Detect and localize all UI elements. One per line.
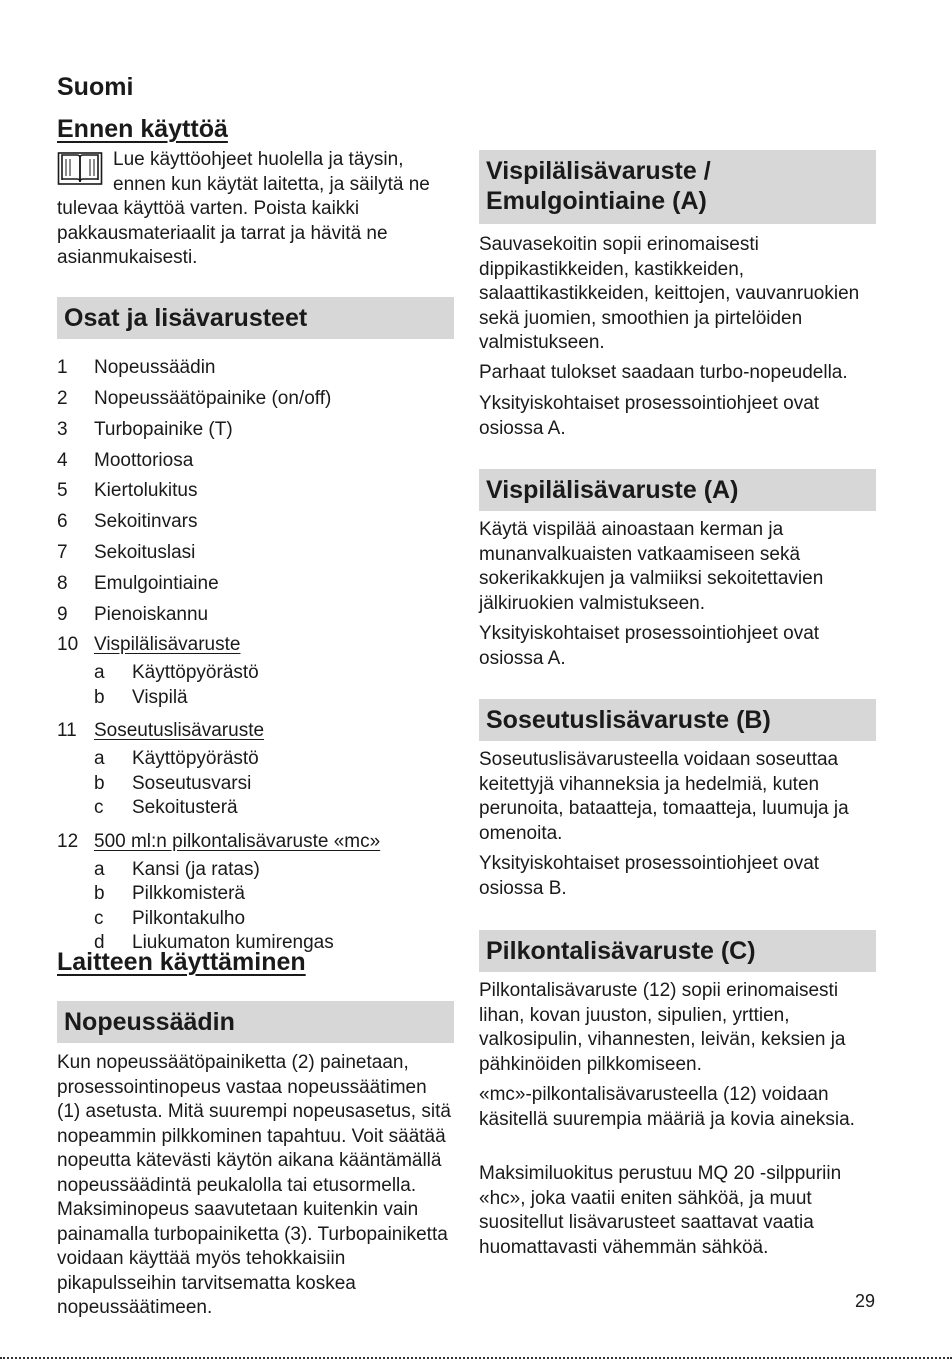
- part-label: Emulgointiaine: [94, 572, 219, 594]
- whisk-emulsifier-heading: Vispilälisävaruste / Emulgointiaine (A): [479, 150, 876, 224]
- subitem-letter: a: [94, 748, 105, 769]
- subitem-letter: a: [94, 662, 105, 684]
- chopper-p1: Pilkontalisävaruste (12) sopii erinomaisesti lihan, kovan juuston, sipulien, yrttien, valkosipulin, vihannesten, leivän, keksien ja pähkinöiden pilkkomiseen.: [479, 980, 846, 1075]
- part-number: 12: [57, 830, 79, 852]
- subitem-letter: c: [94, 797, 104, 819]
- part-label: Pienoiskannu: [94, 603, 209, 625]
- part-number: 11: [57, 720, 77, 742]
- page-number: 29: [855, 1291, 876, 1311]
- parts-list: [57, 353, 454, 962]
- part-item: [57, 353, 454, 384]
- masher-p1: Soseutuslisävarusteella voidaan soseuttaa keitettyjä vihanneksia ja hedelmiä, kuten perunoita, bataatteja, tomaatteja, luumuja ja omenoita.: [479, 749, 849, 844]
- book-icon: [57, 150, 103, 186]
- part-number: 8: [57, 572, 68, 594]
- subitem-label: Pilkontakulho: [132, 907, 246, 929]
- part-item: [57, 569, 454, 600]
- subitem-letter: c: [94, 907, 104, 929]
- part-subitem: [57, 747, 454, 772]
- part-number: 1: [57, 357, 68, 379]
- part-subitem: [57, 907, 454, 932]
- part-subitem: [57, 858, 454, 883]
- subitem-letter: b: [94, 686, 105, 708]
- part-label: Nopeussäädin: [94, 357, 216, 379]
- subitem-label: Käyttöpyörästö: [132, 662, 259, 684]
- subitem-letter: b: [94, 883, 105, 905]
- masher-p2: Yksityiskohtaiset prosessointiohjeet ovat osiossa B.: [479, 853, 820, 899]
- part-number: 4: [57, 449, 68, 471]
- part-label: Soseutuslisävaruste: [94, 720, 265, 742]
- part-label: Sekoitinvars: [94, 511, 198, 533]
- subitem-label: Käyttöpyörästö: [132, 748, 259, 769]
- subitem-label: Liukumaton kumirengas: [132, 932, 334, 954]
- part-item: [57, 716, 454, 747]
- before-use-heading: Ennen käyttöä: [57, 115, 228, 143]
- part-subitem: [57, 686, 454, 711]
- before-use-paragraph: [57, 148, 454, 271]
- part-number: 3: [57, 418, 68, 440]
- subitem-letter: b: [94, 772, 105, 794]
- chopper-p3: Maksimiluokitus perustuu MQ 20 -silppuriin «hc», joka vaatii eniten sähköä, ja muut suositellut lisävarusteet saattavat vaatia huomattavasti vähemmän sähköä.: [479, 1163, 842, 1258]
- part-label: Vispilälisävaruste: [94, 634, 241, 656]
- whisk-emulsifier-p1: Sauvasekoitin sopii erinomaisesti dippikastikkeiden, kastikkeiden, salaattikastikkeiden, keittojen, vauvanruokien sekä juomien, smoothien ja pirtelöiden valmistukseen.: [479, 234, 860, 353]
- whisk-emulsifier-p3: Yksityiskohtaiset prosessointiohjeet ovat osiossa A.: [479, 393, 820, 439]
- part-number: 6: [57, 511, 68, 533]
- part-item: [57, 599, 454, 630]
- part-number: 9: [57, 603, 68, 625]
- speed-heading: Nopeussäädin: [57, 1001, 454, 1043]
- part-label: Turbopainike (T): [94, 418, 233, 440]
- operation-heading: Laitteen käyttäminen: [57, 948, 306, 976]
- part-item: [57, 445, 454, 476]
- part-number: 10: [57, 634, 79, 656]
- part-item: [57, 630, 454, 661]
- subitem-label: Sekoitusterä: [132, 797, 238, 819]
- subitem-letter: a: [94, 858, 105, 880]
- part-number: 2: [57, 387, 68, 409]
- part-number: 5: [57, 480, 68, 502]
- chopper-p2: «mc»-pilkontalisävarusteella (12) voidaan käsitellä suurempia määriä ja kovia aineksia.: [479, 1084, 855, 1130]
- language-heading: Suomi: [57, 73, 134, 101]
- part-label: 500 ml:n pilkontalisävaruste «mc»: [94, 830, 381, 852]
- whisk-emulsifier-p2: Parhaat tulokset saadaan turbo-nopeudella.: [479, 362, 848, 383]
- before-use-text: Lue käyttöohjeet huolella ja täysin, ennen kun käytät laitetta, ja säilytä ne tulevaa käyttöä varten. Poista kaikki pakkausmateriaalit ja tarrat ja hävitä ne asianmukaisesti.: [57, 149, 430, 268]
- part-label: Nopeussäätöpainike (on/off): [94, 387, 332, 409]
- whisk-p2: Yksityiskohtaiset prosessointiohjeet ovat osiossa A.: [479, 623, 820, 669]
- parts-heading: Osat ja lisävarusteet: [57, 297, 454, 339]
- part-subitem: [57, 796, 454, 821]
- part-subitem: [57, 882, 454, 907]
- part-item: [57, 415, 454, 446]
- part-label: Sekoituslasi: [94, 541, 196, 563]
- page-bottom-dotted-rule: [0, 1357, 952, 1359]
- subitem-label: Soseutusvarsi: [132, 772, 252, 794]
- part-item: [57, 538, 454, 569]
- subitem-letter: d: [94, 932, 105, 954]
- part-item: [57, 476, 454, 507]
- speed-paragraph: Kun nopeussäätöpainiketta (2) painetaan, prosessointinopeus vastaa nopeussäätimen (1) asetusta. Mitä suurempi nopeusasetus, sitä nopeammin pilkkominen tapahtuu. Voit säätää nopeutta kätevästi käytön aikana kääntämällä nopeussäädintä peukalolla tai etusormella. Maksiminopeus saavutetaan kuitenkin vain painamalla turbopainiketta (3). Turbopainiketta voidaan käyttää myös tehokkaisiin pikapulsseihin tarvitsematta koskea nopeussäätimeen.: [57, 1052, 451, 1318]
- whisk-p1: Käytä vispilää ainoastaan kerman ja munanvalkuaisten vatkaamiseen sekä sokerikakkujen ja valmiiksi sekoitettavien jälkiruokien valmistukseen.: [479, 519, 824, 614]
- part-item: [57, 507, 454, 538]
- part-label: Moottoriosa: [94, 449, 194, 471]
- part-label: Kiertolukitus: [94, 480, 198, 502]
- whisk-heading: Vispilälisävaruste (A): [479, 469, 876, 511]
- part-item: [57, 384, 454, 415]
- part-item: [57, 827, 454, 858]
- subitem-label: Pilkkomisterä: [132, 883, 245, 905]
- part-subitem: [57, 661, 454, 686]
- chopper-heading: Pilkontalisävaruste (C): [479, 930, 876, 972]
- masher-heading: Soseutuslisävaruste (B): [479, 699, 876, 741]
- subitem-label: Kansi (ja ratas): [132, 858, 260, 880]
- subitem-label: Vispilä: [132, 686, 188, 708]
- part-subitem: [57, 772, 454, 797]
- part-number: 7: [57, 541, 68, 563]
